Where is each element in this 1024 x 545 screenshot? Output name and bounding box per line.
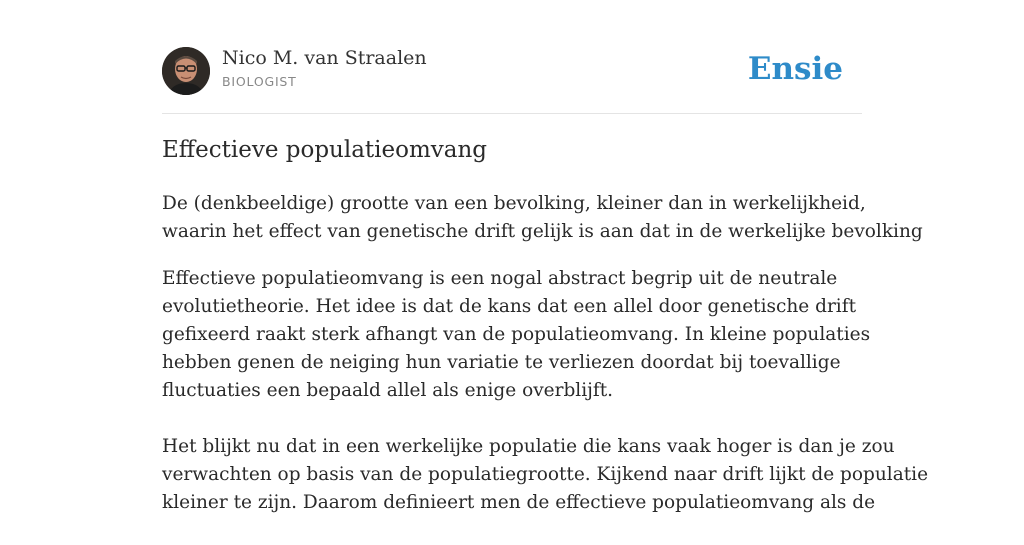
page-title: Effectieve populatieomvang <box>162 137 488 163</box>
author-portrait-icon <box>162 47 210 95</box>
avatar[interactable] <box>162 47 210 95</box>
body-line: Effectieve populatieomvang is een nogal abstract begrip uit de neutrale <box>162 268 838 289</box>
body-line: fluctuaties een bepaald allel als enige overblijft. <box>162 380 614 401</box>
article-header <box>162 46 862 96</box>
paragraph-1 <box>162 265 871 405</box>
article-summary <box>162 190 923 246</box>
body-line: hebben genen de neiging hun variatie te verliezen doordat bij toevallige <box>162 352 841 373</box>
body-line: Het blijkt nu dat in een werkelijke populatie die kans vaak hoger is dan je zou <box>162 436 895 457</box>
brand-logo[interactable]: Ensie <box>747 51 843 87</box>
header-divider <box>162 113 862 114</box>
article-body <box>162 265 929 545</box>
summary-line: De (denkbeeldige) grootte van een bevolking, kleiner dan in werkelijkheid, <box>162 193 866 214</box>
body-line: kleiner te zijn. Daarom definieert men de effectieve populatieomvang als de <box>162 492 876 513</box>
author-role: BIOLOGIST <box>222 74 297 89</box>
body-line: gefixeerd raakt sterk afhangt van de populatieomvang. In kleine populaties <box>162 324 871 345</box>
body-line: verwachten op basis van de populatiegrootte. Kijkend naar drift lijkt de populatie <box>162 464 929 485</box>
paragraph-2 <box>162 433 929 517</box>
author-name[interactable]: Nico M. van Straalen <box>222 47 427 69</box>
body-line: evolutietheorie. Het idee is dat de kans dat een allel door genetische drift <box>162 296 857 317</box>
summary-line: waarin het effect van genetische drift gelijk is aan dat in de werkelijke bevolking <box>162 221 923 242</box>
